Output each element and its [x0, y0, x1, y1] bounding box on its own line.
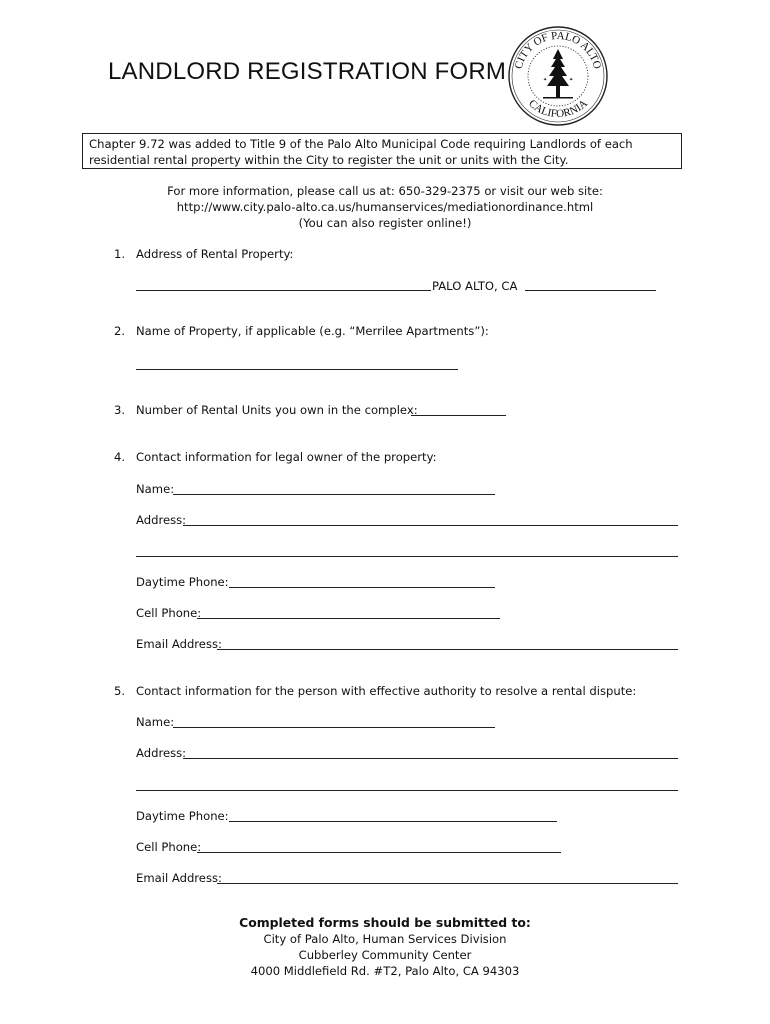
q4-email-field[interactable]: [217, 649, 678, 650]
q4-name-field[interactable]: [173, 494, 495, 495]
q5-address-field[interactable]: [183, 758, 678, 759]
q4-email-label: Email Address:: [136, 637, 222, 651]
q1-number: 1.: [114, 247, 126, 261]
q4-address-field[interactable]: [183, 525, 678, 526]
q2-number: 2.: [114, 324, 126, 338]
q5-name-label: Name:: [136, 715, 175, 729]
q1-zip-field[interactable]: [525, 290, 656, 291]
q2-property-name-field[interactable]: [136, 369, 458, 370]
svg-text:✦: ✦: [543, 77, 548, 83]
city-seal-logo: [507, 25, 609, 127]
q5-address-field-2[interactable]: [136, 790, 678, 791]
info-line-3: (You can also register online!): [298, 216, 472, 230]
q5-cell-phone-label: Cell Phone:: [136, 840, 202, 854]
svg-text:CITY OF PALO ALTO: CITY OF PALO ALTO: [512, 29, 604, 71]
q1-address-field[interactable]: [136, 290, 431, 291]
q3-number: 3.: [114, 403, 126, 417]
footer-title: Completed forms should be submitted to:: [239, 915, 531, 930]
info-website[interactable]: http://www.city.palo-alto.ca.us/humanservices/mediationordinance.html: [176, 200, 594, 214]
info-line-1: For more information, please call us at: 650-329-2375 or visit our web site:: [167, 184, 603, 198]
intro-text: Chapter 9.72 was added to Title 9 of the Palo Alto Municipal Code requiring Landlords of each residential rental property within the City to register the unit or units with the City.: [89, 137, 633, 167]
q4-address-field-2[interactable]: [136, 556, 678, 557]
footer-line-1: City of Palo Alto, Human Services Division: [263, 932, 507, 946]
q5-address-label: Address:: [136, 746, 187, 760]
q3-label: Number of Rental Units you own in the complex:: [136, 403, 418, 417]
q4-day-phone-label: Daytime Phone:: [136, 575, 229, 589]
q3-units-field[interactable]: [411, 415, 506, 416]
q2-label: Name of Property, if applicable (e.g. “Merrilee Apartments”):: [136, 324, 489, 338]
q1-city-label: PALO ALTO, CA: [432, 279, 518, 293]
q4-day-phone-field[interactable]: [229, 587, 495, 588]
footer-line-3: 4000 Middlefield Rd. #T2, Palo Alto, CA 94303: [250, 964, 520, 978]
q5-email-label: Email Address:: [136, 871, 222, 885]
q5-number: 5.: [114, 684, 126, 698]
q5-label: Contact information for the person with effective authority to resolve a rental dispute:: [136, 684, 637, 698]
q4-label: Contact information for legal owner of the property:: [136, 450, 437, 464]
q4-name-label: Name:: [136, 482, 175, 496]
footer-line-2: Cubberley Community Center: [298, 948, 472, 962]
q4-address-label: Address:: [136, 513, 187, 527]
q5-cell-phone-field[interactable]: [197, 852, 561, 853]
q5-day-phone-label: Daytime Phone:: [136, 809, 229, 823]
form-title: LANDLORD REGISTRATION FORM: [108, 58, 507, 85]
q1-label: Address of Rental Property:: [136, 247, 294, 261]
q5-email-field[interactable]: [217, 883, 678, 884]
intro-text-box: [82, 133, 682, 169]
q4-cell-phone-label: Cell Phone:: [136, 606, 202, 620]
q4-number: 4.: [114, 450, 126, 464]
svg-text:CALIFORNIA: CALIFORNIA: [526, 97, 590, 121]
q5-name-field[interactable]: [173, 727, 495, 728]
svg-text:✦: ✦: [569, 77, 574, 83]
q4-cell-phone-field[interactable]: [197, 618, 500, 619]
q5-day-phone-field[interactable]: [229, 821, 557, 822]
